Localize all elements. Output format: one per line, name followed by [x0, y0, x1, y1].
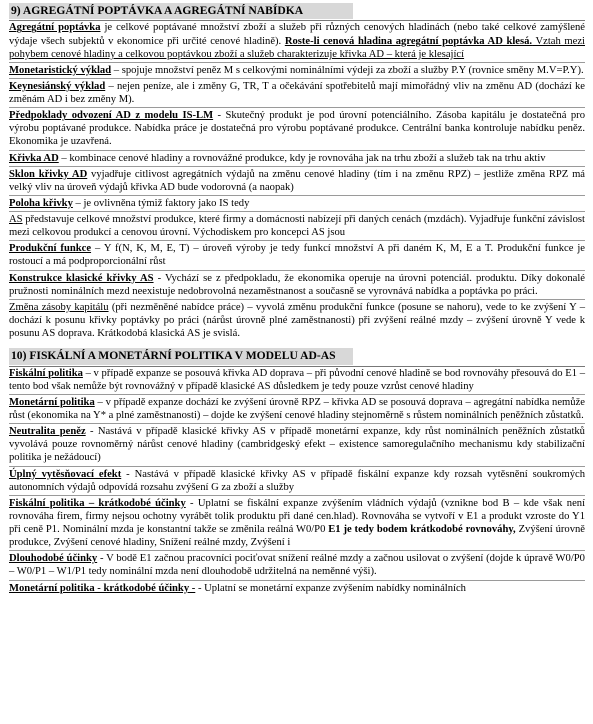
term: Fiskální politika – krátkodobé účinky: [9, 497, 186, 509]
paragraph-konstrukce-as: [9, 272, 585, 300]
term: Konstrukce klasické křivky AS: [9, 272, 154, 284]
paragraph-text: – v případě expanze dochází ke zvýšení úrovně RPZ – křivka AD se posouvá doprava – agregátní nabídka nemůže růst (ekonomika na Y* a plné zaměstnanosti) – dojde ke zvýšení cenové hladiny stejnoměrně s růstem nominálních peněžních zůstatků.: [9, 396, 585, 422]
paragraph-produkcni-funkce: [9, 242, 585, 270]
term: Monetaristický výklad: [9, 64, 112, 76]
paragraph-predpoklady-ad: [9, 109, 585, 150]
paragraph-monetaristicky-vyklad: [9, 64, 585, 79]
term: Dlouhodobé účinky: [9, 553, 98, 565]
paragraph-text: – v případě expanze se posouvá křivka AD doprava – při původní cenové hladině se bod rovnováhy přesouvá do E1 – tento bod však nemůže být rovnovážný v případě klasické AS důsledkem je tedy pouze vzrůst cenové hladiny: [9, 367, 585, 392]
paragraph-text: – Y f(N, K, M, E, T) – úroveň výroby je tedy funkcí množství A při daném K, M, E a T. Produkční funkce je rostoucí a má podproporcionální růst: [9, 243, 585, 268]
paragraph-text: - V bodě E1 začnou pracovníci pociťovat snížení reálné mzdy a začnou usilovat o zvýšení (dojde k úpravě W0/P0 – W0/P1 – W1/P1 tedy nominální mzda není dlouhodobě udržitelná na neměnné výši).: [9, 553, 585, 578]
paragraph-agregatni-poptavka: [9, 21, 585, 62]
paragraph-poloha-krivky: [9, 197, 585, 212]
paragraph-sklon-krivky-ad: [9, 168, 585, 196]
paragraph-text: – je ovlivněna týmiž faktory jako IS tedy: [72, 197, 250, 209]
term: Změna zásoby kapitálu: [9, 301, 109, 313]
term: Produkční funkce: [9, 243, 92, 255]
paragraph-dlouhodobe-ucinky: [9, 552, 585, 580]
paragraph-text: - Nastává v případě klasické křivky AS v případě monetární expanze, kdy růst nominálních peněžních zůstatků vyvolává pouze rovnoměrný nárůst cenové hladiny (cambridgeský efekt – existence samoregulačního mechanismu kdy stabilizační politika je nežádoucí): [9, 426, 585, 464]
paragraph-tail: Vztah mezi pohybem cenové hladiny a celkovou poptávkou zboží a služeb charakterizuje křivka AD – která je klesající: [9, 35, 585, 60]
paragraph-text: - Uplatní se monetární expanze zvýšením nabídky nominálních: [195, 582, 466, 594]
paragraph-text: - Uplatní se fiskální expanze zvýšením vládních výdajů (vznikne bod B – kde však není rovnováha firem, firmy nejsou ochotny vyrábět tolik produktu při dané cen.hlad). Rovnováha se vytvoří v E1 a produkt vzroste do Y1 při ceně P1. Nominální mzda je konstantní takže se změnila reálná W0/P0: [9, 497, 586, 536]
term: Úplný vytěsňovací efekt: [9, 468, 122, 480]
section-9-title: 9) AGREGÁTNÍ POPTÁVKA A AGREGÁTNÍ NABÍDKA: [9, 3, 353, 19]
paragraph-text: – nejen peníze, ale i změny G, TR, T a očekávání spotřebitelů mají mimořádný vliv na změnu AD (dochází ke změnám AD i bez změny M).: [9, 80, 585, 106]
term: Fiskální politika: [9, 367, 83, 379]
paragraph-as: [9, 213, 585, 241]
paragraph-uplny-vytesnovaci-efekt: [9, 468, 585, 496]
paragraph-text: - Vychází se z předpokladu, že ekonomika operuje na úrovni potenciál. produktu. Díky dokonalé pružnosti nominálních mezd neexistuje nedobrovolná nezaměstnanost a současně se vyrovnává nabídka a poptávka po práci.: [9, 272, 585, 297]
section-10-title: 10) FISKÁLNÍ A MONETÁRNÍ POLITIKA V MODELU AD-AS: [9, 348, 353, 364]
paragraph-text: – kombinace cenové hladiny a rovnovážné produkce, kdy je rovnováha jak na trhu zboží a služeb tak na trhu aktiv: [58, 152, 546, 164]
paragraph-keynesiansky-vyklad: [9, 80, 585, 108]
paragraph-text: vyjadřuje citlivost agregátních výdajů na změnu cenové hladiny (tím i na změnu RPZ) – jestliže změna RPZ má velký vliv na úroveň výdajů křivka AD bude vodorovná (a naopak): [9, 168, 586, 193]
paragraph-zmena-zasoby-kapitalu: [9, 301, 585, 340]
paragraph-bold: Roste-li cenová hladina agregátní poptávka AD klesá.: [284, 35, 533, 47]
term: Sklon křivky AD: [9, 168, 88, 180]
paragraph-text: - Nastává v případě klasické křivky AS v případě fiskální expanze kdy rozsah vytěsnění soukromých autonomních výdajů odpovídá rozsahu zvýšení G za zboží a služby: [9, 468, 586, 493]
paragraph-fiskalni-kratkodobe: [9, 497, 585, 552]
paragraph-krivka-ad: [9, 152, 585, 167]
term: Předpoklady odvození AD z modelu IS-LM: [9, 110, 214, 122]
term: Agregátní poptávka: [9, 22, 101, 34]
paragraph-fiskalni-politika: [9, 367, 585, 395]
term: Křivka AD: [9, 152, 59, 164]
paragraph-monetarni-kratkodobe: [9, 582, 585, 595]
term: Monetární politika - krátkodobé účinky -: [9, 582, 196, 594]
term: Keynesiánský výklad: [9, 80, 106, 92]
paragraph-text: představuje celkové množství produkce, které firmy a domácnosti nabízejí při daných cenách (mzdách). Vyjadřuje funkční závislost mezi celkovou produkcí a cenovou úrovní. Východiskem pro koncepci AS jsou: [9, 214, 585, 239]
paragraph-text: je celkové poptávané množství zboží a služeb při různých cenových hladinách (nebo také celkové zamýšlené výdaje všech subjektů v ekonomice při určité cenové hladině).: [9, 22, 586, 47]
term: AS: [9, 214, 23, 226]
paragraph-bold: E1 je tedy bodem krátkodobé rovnováhy,: [328, 524, 516, 536]
paragraph-text: – spojuje množství peněz M s celkovými nominálními výdeji za zboží a služby P.Y (rovnice směny M.V=P.Y).: [111, 64, 584, 76]
paragraph-tail: Zvýšení úrovně produkce, Zvýšení cenové hladiny, Snížení reálné mzdy, Zvýšení i: [9, 524, 585, 549]
paragraph-text: - Skutečný produkt je pod úrovní potenciálního. Zásoba kapitálu je dostatečná pro výrobu poptávané produkce. Nabídka práce je dostatečná pro výrobu poptávané produkce. Centrální banka kontroluje nabídku peněz. Ekonomika je uzavřená.: [9, 110, 585, 148]
term: Monetární politika: [9, 396, 95, 408]
term: Neutralita peněz: [9, 426, 86, 438]
paragraph-monetarni-politika: [9, 396, 585, 424]
term: Poloha křivky: [9, 197, 73, 209]
paragraph-text: (při nezměněné nabídce práce) – vyvolá změnu produkční funkce (posune se nahoru), vede to ke zvýšení Y – dochází k posunu křivky poptávky po práci (nárůst úrovně plné zaměstnanosti) při zvýšení reálné mzdy – zvýšení úrovně Y vede k posunu AS doprava. Krátkodobá klasická AS je svislá.: [9, 301, 585, 340]
paragraph-neutralita-penez: [9, 425, 585, 466]
